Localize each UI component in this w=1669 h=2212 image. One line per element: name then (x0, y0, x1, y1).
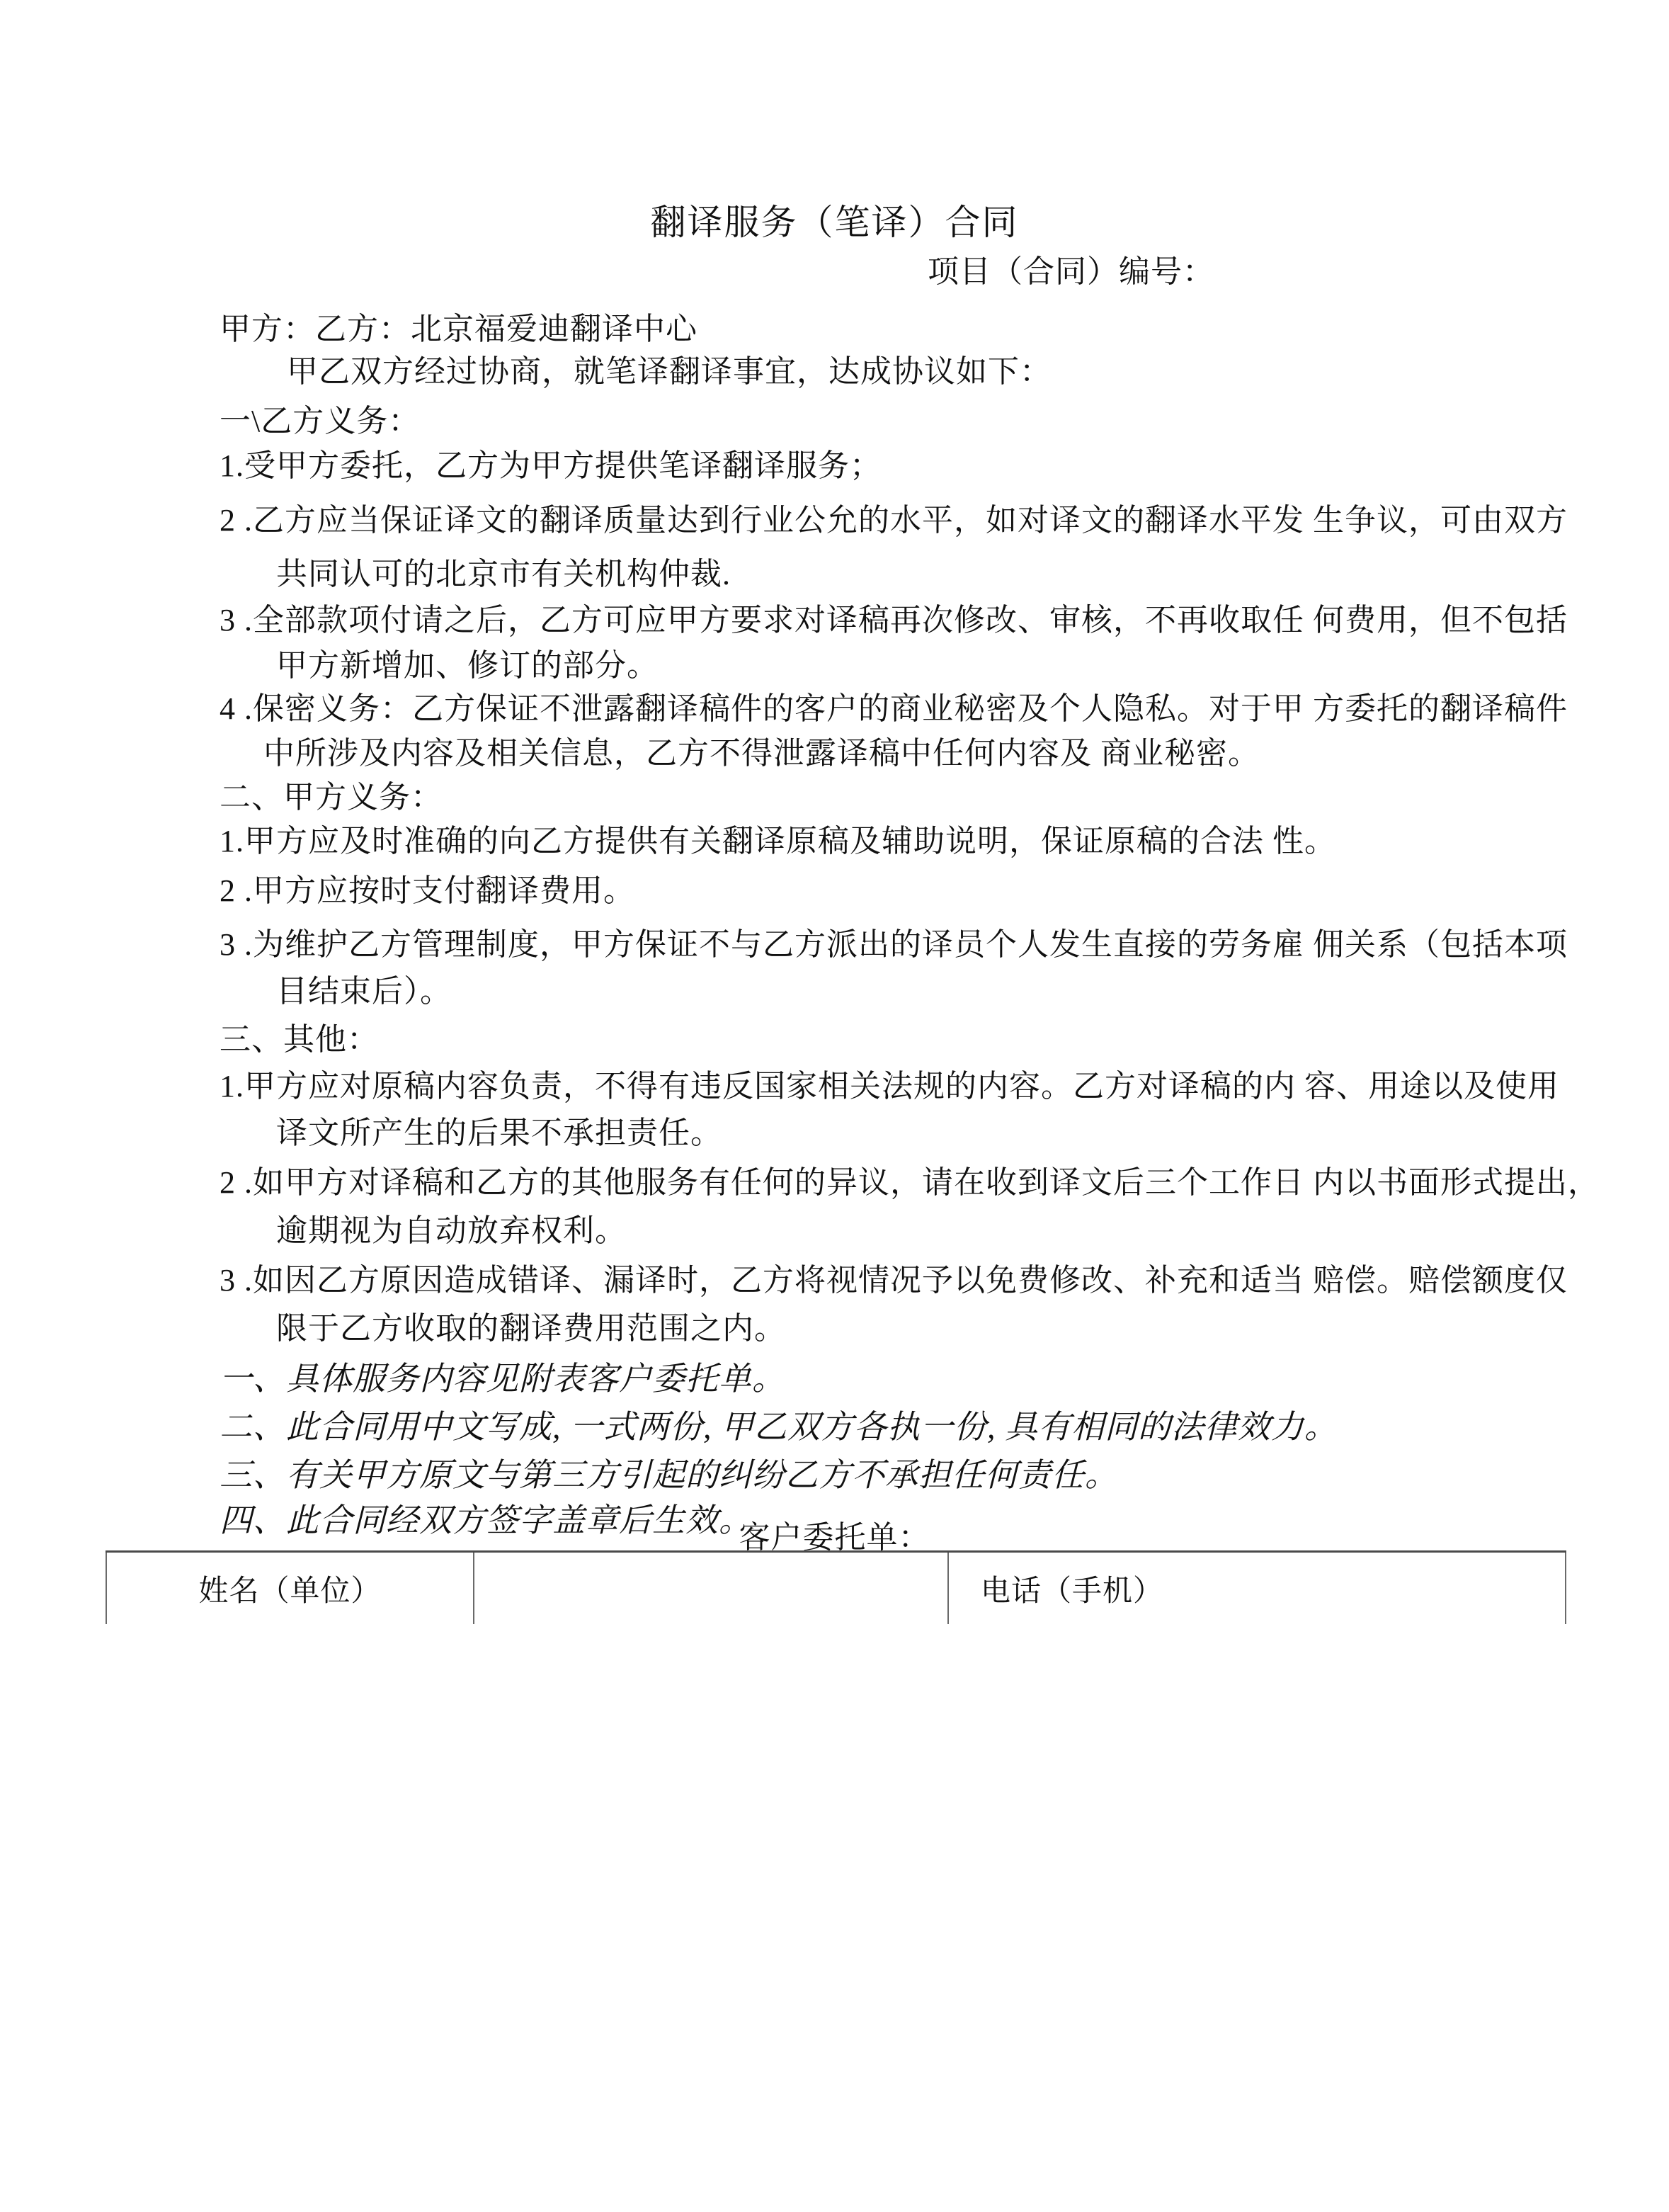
section-3-item-1-line-1: 1.甲方应对原稿内容负责，不得有违反国家相关法规的内容。乙方对译稿的内 容、用途以及使用 (220, 1069, 1559, 1104)
section-3-heading: 三、其他： (220, 1022, 379, 1057)
client-order-form-table (106, 1550, 1566, 1624)
parties-line: 甲方：乙方：北京福爱迪翻译中心 (220, 312, 697, 346)
closing-note-1: 一、具体服务内容见附表客户委托单。 (220, 1361, 785, 1397)
section-3-item-2-line-2: 逾期视为自动放弃权利。 (276, 1213, 627, 1248)
section-1-item-2-line-1: 2 .乙方应当保证译文的翻译质量达到行业公允的水平，如对译文的翻译水平发 生争议，可由双方 (220, 503, 1568, 538)
section-3-item-3-line-2: 限于乙方收取的翻译费用范围之内。 (276, 1311, 786, 1346)
closing-note-3: 三、有关甲方原文与第三方引起的纠纷乙方不承担任何责任。 (220, 1457, 1118, 1493)
client-order-form-caption: 客户委托单： (739, 1520, 930, 1555)
preamble-line: 甲乙双方经过协商，就笔译翻译事宜，达成协议如下： (287, 354, 1052, 389)
section-1-heading: 一\乙方义务： (220, 404, 421, 438)
section-2-item-3-line-1: 3 .为维护乙方管理制度，甲方保证不与乙方派出的译员个人发生直接的劳务雇 佣关系（包括本项 (220, 927, 1568, 962)
name-unit-value-cell (474, 1553, 949, 1624)
section-3-item-3-line-1: 3 .如因乙方原因造成错译、漏译时，乙方将视情况予以免费修改、补充和适当 赔偿。赔偿额度仅 (220, 1263, 1568, 1298)
section-2-item-1: 1.甲方应及时准确的向乙方提供有关翻译原稿及辅助说明，保证原稿的合法 性。 (220, 824, 1336, 858)
section-1-item-4-line-1: 4 .保密义务：乙方保证不泄露翻译稿件的客户的商业秘密及个人隐私。对于甲 方委托的翻译稿件 (220, 691, 1568, 726)
section-1-item-4-line-2: 中所涉及内容及相关信息，乙方不得泄露译稿中任何内容及 商业秘密。 (263, 736, 1260, 771)
section-1-item-1: 1.受甲方委托，乙方为甲方提供笔译翻译服务； (220, 448, 882, 483)
section-3-item-1-line-2: 译文所产生的后果不承担责任。 (276, 1116, 722, 1150)
section-1-item-3-line-2: 甲方新增加、修订的部分。 (276, 648, 659, 683)
name-unit-header-cell: 姓名（单位） (106, 1553, 474, 1624)
project-number-line: 项目（合同）编号： (928, 254, 1214, 289)
section-2-item-2: 2 .甲方应按时支付翻译费用。 (220, 873, 635, 908)
phone-header-cell: 电话（手机） (949, 1553, 1566, 1624)
closing-note-4: 四、此合同经双方签字盖章后生效。 (220, 1502, 752, 1538)
section-1-item-2-line-2: 共同认可的北京市有关机构仲裁. (276, 557, 731, 591)
section-3-item-2-line-1: 2 .如甲方对译稿和乙方的其他服务有任何的异议，请在收到译文后三个工作日 内以书面形式提出， (220, 1165, 1600, 1200)
section-1-item-3-line-1: 3 .全部款项付请之后，乙方可应甲方要求对译稿再次修改、审核，不再收取任 何费用，但不包括 (220, 603, 1568, 637)
page-title: 翻译服务（笔译）合同 (650, 203, 1019, 242)
closing-note-2: 二、此合同用中文写成, 一式两份, 甲乙双方各执一份, 具有相同的法律效力。 (220, 1409, 1338, 1445)
section-2-heading: 二、甲方义务： (220, 780, 443, 815)
section-2-item-3-line-2: 目结束后）。 (276, 974, 452, 1009)
